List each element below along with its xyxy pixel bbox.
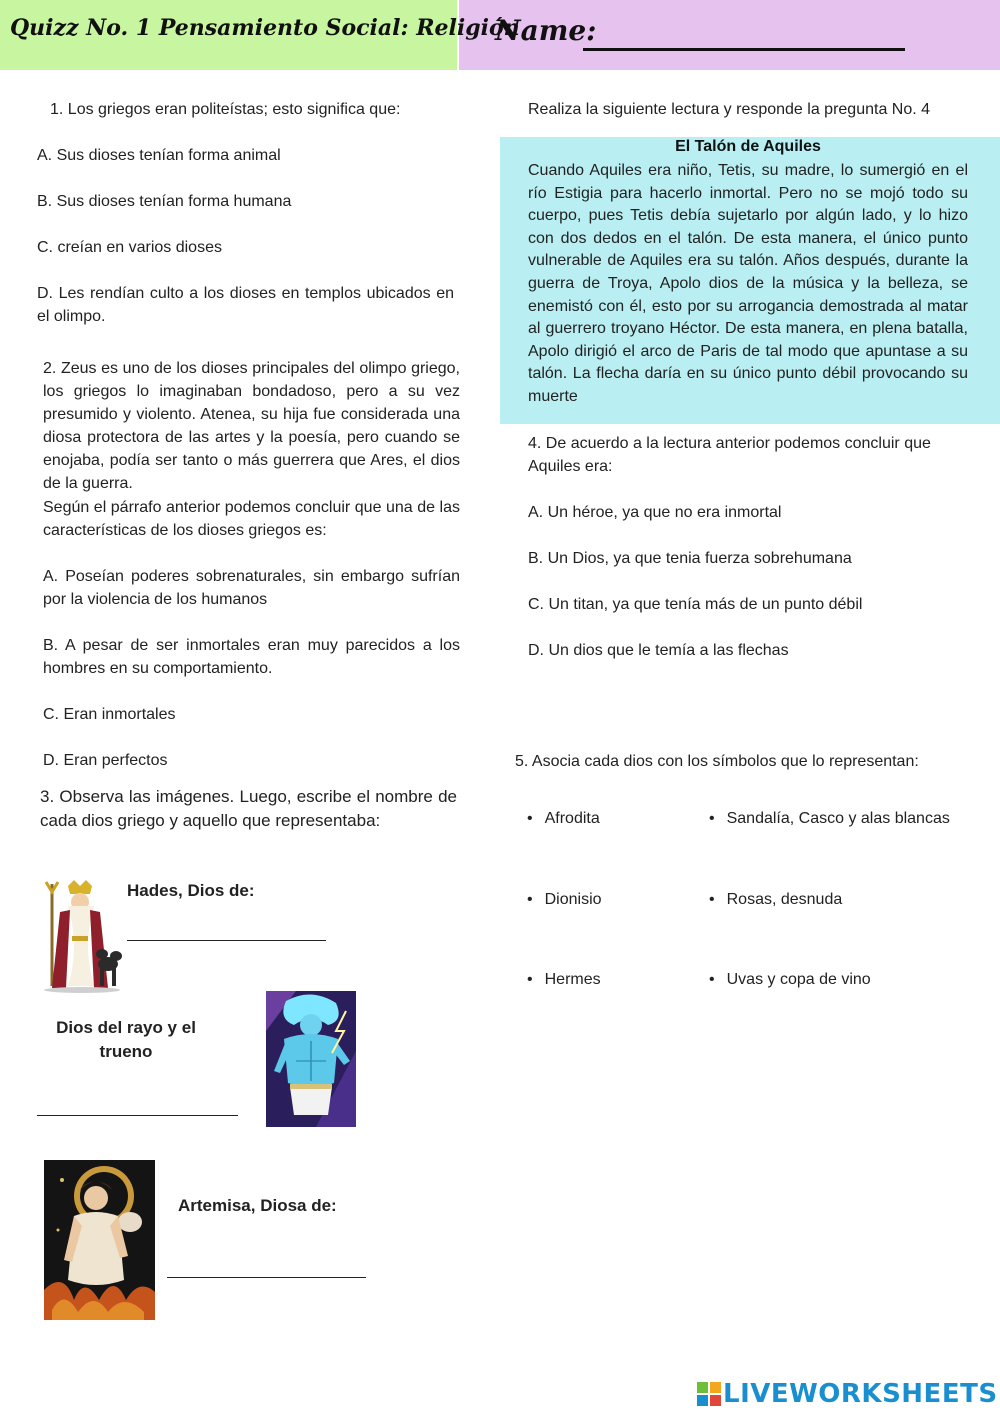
artemisa-image <box>44 1160 155 1320</box>
zeus-image <box>266 991 356 1127</box>
q5-question: 5. Asocia cada dios con los símbolos que lo representan: <box>515 753 919 770</box>
q2-question: Según el párrafo anterior podemos concluir que una de las características de los dioses griegos es: <box>43 499 460 539</box>
q1-option-a[interactable]: A. Sus dioses tenían forma animal <box>37 147 281 164</box>
reading-title: El Talón de Aquiles <box>675 138 821 155</box>
symbol-item-sandalia[interactable] <box>709 810 950 828</box>
symbol-label: Sandalía, Casco y alas blancas <box>726 810 950 827</box>
liveworksheets-logo-icon <box>697 1382 721 1406</box>
zeus-answer-line[interactable] <box>37 1115 238 1116</box>
symbol-item-rosas[interactable] <box>709 891 842 909</box>
symbol-label: Uvas y copa de vino <box>726 971 871 988</box>
q2-option-a[interactable]: A. Poseían poderes sobrenaturales, sin embargo sufrían por la violencia de los humanos <box>43 568 460 608</box>
reading-text: Cuando Aquiles era niño, Tetis, su madre, lo sumergió en el río Estigia para hacerlo inmortal. Pero no se mojó todo su cuerpo, pues Tetis debía sujetarlo por algún lado, y lo hizo con dos dedos en el talón. De esta manera, el único punto vulnerable de Aquiles era su talón. Años después, durante la guerra de Troya, Apolo dios de la música y la belleza, se enemistó con él, esto por su arrogancia demostrada al matar al guerrero troyano Héctor. De esta manera, en plena batalla, Apolo dirigió el arco de Paris de tal modo que apuntase a su talón. La flecha daría en su único punto débil provocando su muerte <box>528 162 968 405</box>
god-item-hermes[interactable] <box>527 971 601 989</box>
god-item-afrodita[interactable] <box>527 810 600 828</box>
q3-instruction: 3. Observa las imágenes. Luego, escribe el nombre de cada dios griego y aquello que representaba: <box>40 787 457 830</box>
q1-option-b[interactable]: B. Sus dioses tenían forma humana <box>37 193 292 210</box>
name-answer-line[interactable] <box>583 48 905 51</box>
q1-option-c[interactable]: C. creían en varios dioses <box>37 239 222 256</box>
liveworksheets-logo <box>697 1379 998 1409</box>
god-label: Afrodita <box>544 810 600 827</box>
q1-question: 1. Los griegos eran politeístas; esto significa que: <box>50 101 401 118</box>
hades-image <box>38 876 126 994</box>
q2-option-b[interactable]: B. A pesar de ser inmortales eran muy parecidos a los hombres en su comportamiento. <box>43 637 460 677</box>
q2-option-c[interactable]: C. Eran inmortales <box>43 706 176 723</box>
reading-intro: Realiza la siguiente lectura y responde la pregunta No. 4 <box>528 101 931 118</box>
symbol-label: Rosas, desnuda <box>726 891 843 908</box>
q4-option-d[interactable]: D. Un dios que le temía a las flechas <box>528 642 789 659</box>
q4-option-c[interactable]: C. Un titan, ya que tenía más de un punto débil <box>528 596 863 613</box>
zeus-label: Dios del rayo y el trueno <box>56 1018 196 1061</box>
q1-option-d[interactable]: D. Les rendían culto a los dioses en templos ubicados en el olimpo. <box>37 285 454 325</box>
q2-option-d[interactable]: D. Eran perfectos <box>43 752 168 769</box>
god-label: Hermes <box>544 971 601 988</box>
symbol-item-uvas[interactable] <box>709 971 871 989</box>
quiz-title: Quizz No. 1 Pensamiento Social: Religión <box>10 15 520 41</box>
hades-answer-line[interactable] <box>127 940 326 941</box>
q4-option-b[interactable]: B. Un Dios, ya que tenia fuerza sobrehumana <box>528 550 852 567</box>
hades-label: Hades, Dios de: <box>127 881 255 900</box>
god-item-dionisio[interactable] <box>527 891 602 909</box>
liveworksheets-logo-text: LIVEWORKSHEETS <box>723 1379 998 1409</box>
artemisa-label: Artemisa, Diosa de: <box>178 1196 337 1215</box>
q2-paragraph: 2. Zeus es uno de los dioses principales del olimpo griego, los griegos lo imaginaban bondadoso, pero a su vez presumido y violento. Atenea, su hija fue considerada una diosa protectora de las artes y la poesía, pero cuando se enojaba, podía ser tanto o más guerrera que Ares, el dios de la guerra. <box>43 360 460 492</box>
name-label: Name: <box>495 14 597 47</box>
god-label: Dionisio <box>544 891 602 908</box>
q4-option-a[interactable]: A. Un héroe, ya que no era inmortal <box>528 504 782 521</box>
q4-question: 4. De acuerdo a la lectura anterior podemos concluir que Aquiles era: <box>528 435 931 475</box>
artemisa-answer-line[interactable] <box>167 1277 366 1278</box>
